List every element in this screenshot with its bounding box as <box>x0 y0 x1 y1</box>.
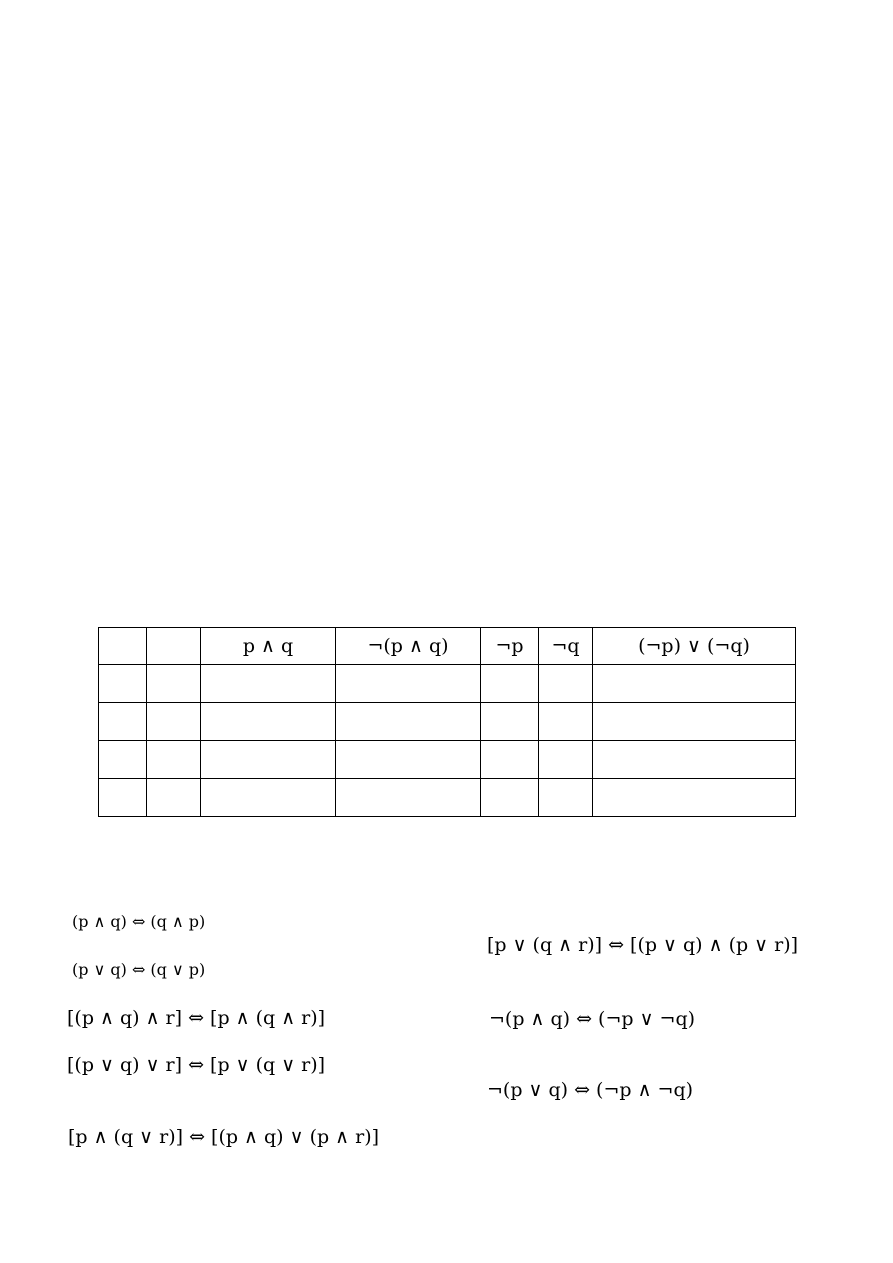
law-de-morgan-and: ¬(p ∧ q) ⇔ (¬p ∨ ¬q) <box>489 1008 696 1030</box>
law-associative-and: [(p ∧ q) ∧ r] ⇔ [p ∧ (q ∧ r)] <box>67 1007 326 1029</box>
table-header-row <box>99 628 796 665</box>
header-cell-q <box>147 628 201 665</box>
table-cell <box>481 779 539 817</box>
table-cell <box>147 703 201 741</box>
table-cell <box>336 703 481 741</box>
table-cell <box>481 665 539 703</box>
law-de-morgan-or: ¬(p ∨ q) ⇔ (¬p ∧ ¬q) <box>487 1079 694 1101</box>
table-row <box>99 665 796 703</box>
header-cell-not-p: ¬p <box>481 628 539 665</box>
table-row <box>99 703 796 741</box>
table-cell <box>593 665 796 703</box>
law-distributive-or: [p ∨ (q ∧ r)] ⇔ [(p ∨ q) ∧ (p ∨ r)] <box>487 934 799 956</box>
table-cell <box>481 741 539 779</box>
header-cell-p <box>99 628 147 665</box>
table-cell <box>593 779 796 817</box>
table-cell <box>201 741 336 779</box>
table-cell <box>99 741 147 779</box>
header-cell-not-p-or-not-q: (¬p) ∨ (¬q) <box>593 628 796 665</box>
table-cell <box>201 703 336 741</box>
table-cell <box>147 779 201 817</box>
table-cell <box>147 741 201 779</box>
table-cell <box>593 741 796 779</box>
law-distributive-and: [p ∧ (q ∨ r)] ⇔ [(p ∧ q) ∨ (p ∧ r)] <box>68 1126 380 1148</box>
header-cell-not-q: ¬q <box>539 628 593 665</box>
table-cell <box>99 665 147 703</box>
law-associative-or: [(p ∨ q) ∨ r] ⇔ [p ∨ (q ∨ r)] <box>67 1054 326 1076</box>
table-cell <box>539 665 593 703</box>
table-cell <box>336 779 481 817</box>
table-cell <box>336 741 481 779</box>
header-cell-p-and-q: p ∧ q <box>201 628 336 665</box>
law-commutative-and: (p ∧ q) ⇔ (q ∧ p) <box>72 912 206 931</box>
table-cell <box>201 779 336 817</box>
table-cell <box>99 779 147 817</box>
table-cell <box>336 665 481 703</box>
table-cell <box>481 703 539 741</box>
table-cell <box>99 703 147 741</box>
table-cell <box>593 703 796 741</box>
table-row <box>99 741 796 779</box>
table-cell <box>539 741 593 779</box>
table-cell <box>539 779 593 817</box>
header-cell-not-p-and-q: ¬(p ∧ q) <box>336 628 481 665</box>
table-cell <box>201 665 336 703</box>
table-row <box>99 779 796 817</box>
truth-table <box>98 627 796 817</box>
table-cell <box>539 703 593 741</box>
law-commutative-or: (p ∨ q) ⇔ (q ∨ p) <box>72 960 206 979</box>
table-cell <box>147 665 201 703</box>
